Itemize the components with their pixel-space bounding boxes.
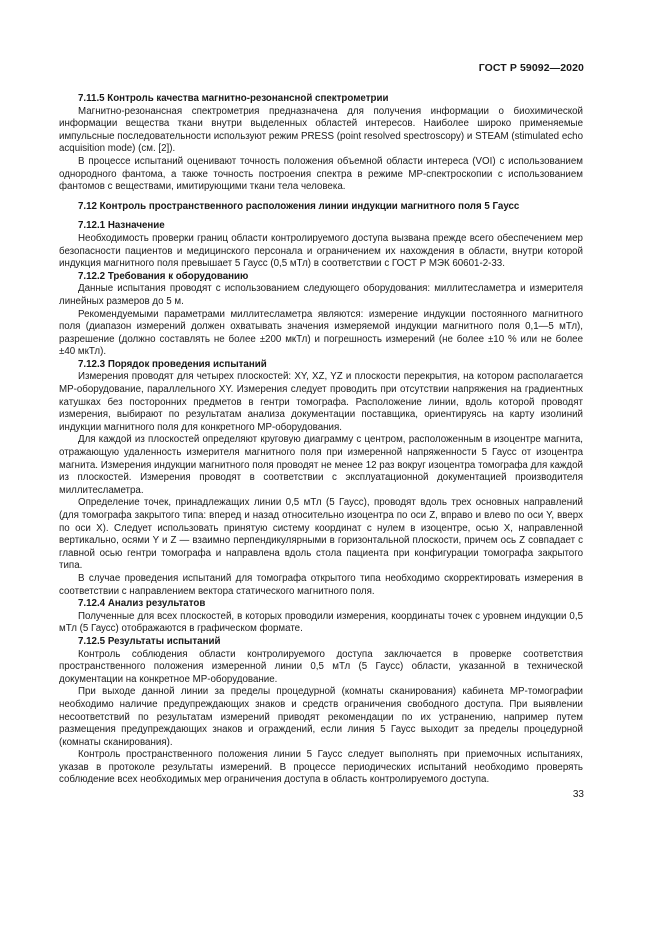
- page-number: 33: [572, 789, 584, 800]
- paragraph: Необходимость проверки границ области контролируемого доступа вызвана прежде всего обеспечением мер безопасности пациентов и медицинского персонала и ограничением их нахождения в области, внутри которой индукция магнитного поля превышает 5 Гаусс (0,5 мТл) в соответствии с ГОСТ Р МЭК 60601-2-33.: [59, 232, 583, 270]
- paragraph: При выходе данной линии за пределы процедурной (комнаты сканирования) кабинета МР-томографии необходимо наличие предупреждающих знаков и средств ограничения свободного доступа. При выявлении несоответствий по результатам измерений приводят рекомендации по их устранению, например путем размещения предупреждающих знаков и ограждений, если линия 5 Гаусс выходит за пределы процедурной (комнаты сканирования).: [59, 686, 583, 748]
- paragraph: Магнитно-резонансная спектрометрия предназначена для получения информации о биохимической информации вещества ткани внутри выделенных областей интересов. Наиболее широко применяемые импульсные последовательности используют режим PRESS (point resolved spectroscopy) и STEAM (stimulated echo acquisition mode) (см. [2]).: [59, 105, 583, 155]
- section-heading-7-12-3: 7.12.3 Порядок проведения испытаний: [78, 358, 267, 370]
- paragraph: Определение точек, принадлежащих линии 0,5 мТл (5 Гаусс), проводят вдоль трех основных направлений (для томографа закрытого типа: вперед и назад относительно изоцентра по оси Z, вправо и влево по оси Y, вверх по оси X). Следует использовать принятую систему координат с нулем в изоцентре, осью X, направленной вертикально, осями Y и Z — взаимно перпендикулярными в горизонтальной плоскости, причем ось Z совпадает с главной осью гентри томографа и направлена вдоль стола пациента при конфигурации томографа закрытого типа.: [59, 497, 583, 572]
- section-heading-7-12-5: 7.12.5 Результаты испытаний: [78, 635, 221, 647]
- section-heading-7-12-4: 7.12.4 Анализ результатов: [78, 598, 206, 610]
- paragraph: Измерения проводят для четырех плоскостей: XY, XZ, YZ и плоскости перекрытия, на котором располагается МР-оборудование, параллельного XY. Измерения следует проводить при отсутствии напряжения на градиентных катушках без посторонних предметов в гентри томографа. Расположение линии, вдоль которой проводят измерения, выбирают по результатам анализа документации поставщика, ориентируясь на карту изолиний индукции магнитного поля для конкретного МР-оборудования.: [59, 371, 583, 433]
- paragraph: В процессе испытаний оценивают точность положения объемной области интереса (VOI) с использованием однородного фантома, а также точность построения спектра в режиме МР-спектроскопии с использованием фантомов с веществами, имитирующими ткани тела человека.: [59, 155, 583, 193]
- section-heading-7-12: 7.12 Контроль пространственного расположения линии индукции магнитного поля 5 Гаусс: [78, 200, 520, 212]
- paragraph: Рекомендуемыми параметрами миллитесламетра являются: измерение индукции постоянного магнитного поля (диапазон измерений должен охватывать значения измеряемой индукции магнитного поля 0,1—5 мТл), разрешение (должно составлять не более ±200 мкТл) и погрешность измерений (не более ±10 % или не более ±40 мкТл).: [59, 308, 583, 358]
- paragraph: Полученные для всех плоскостей, в которых проводили измерения, координаты точек с уровнем индукции 0,5 мТл (5 Гаусс) отображаются в графическом формате.: [59, 610, 583, 635]
- document-code: ГОСТ Р 59092—2020: [478, 62, 584, 74]
- section-heading-7-11-5: 7.11.5 Контроль качества магнитно-резонансной спектрометрии: [78, 93, 389, 104]
- section-heading-7-12-1: 7.12.1 Назначение: [78, 220, 165, 232]
- paragraph: Контроль соблюдения области контролируемого доступа заключается в проверке соответствия пространственного положения измеренной линии 0,5 мТл (5 Гаусс) области, указанной в технической документации на конкретное МР-оборудование.: [59, 648, 583, 685]
- paragraph: Данные испытания проводят с использованием следующего оборудования: миллитесламетра и измерителя линейных размеров до 5 м.: [59, 283, 583, 307]
- paragraph: Для каждой из плоскостей определяют круговую диаграмму с центром, расположенным в изоцентре магнита, отражающую удаленность измерителя магнитного поля при измеренной напряженности 5 Гаусс от изоцентра магнита. Измерения индукции магнитного поля проводят не менее 12 раз вокруг изоцентра томографа для каждой из плоскостей. Измерения проводят в соответствии с эксплуатационной документацией производителя миллитесламетра.: [59, 434, 583, 496]
- document-body: [59, 93, 583, 787]
- section-heading-7-12-2: 7.12.2 Требования к оборудованию: [78, 270, 249, 282]
- paragraph: Контроль пространственного положения линии 5 Гаусс следует выполнять при приемочных испытаниях, указав в протоколе результаты измерений. В процессе периодических испытаний необходимо проверять соблюдение всех необходимых мер ограничения доступа в область контролируемого доступа.: [59, 749, 583, 786]
- paragraph: В случае проведения испытаний для томографа открытого типа необходимо скорректировать измерения в соответствии с направлением вектора статического магнитного поля.: [59, 572, 583, 597]
